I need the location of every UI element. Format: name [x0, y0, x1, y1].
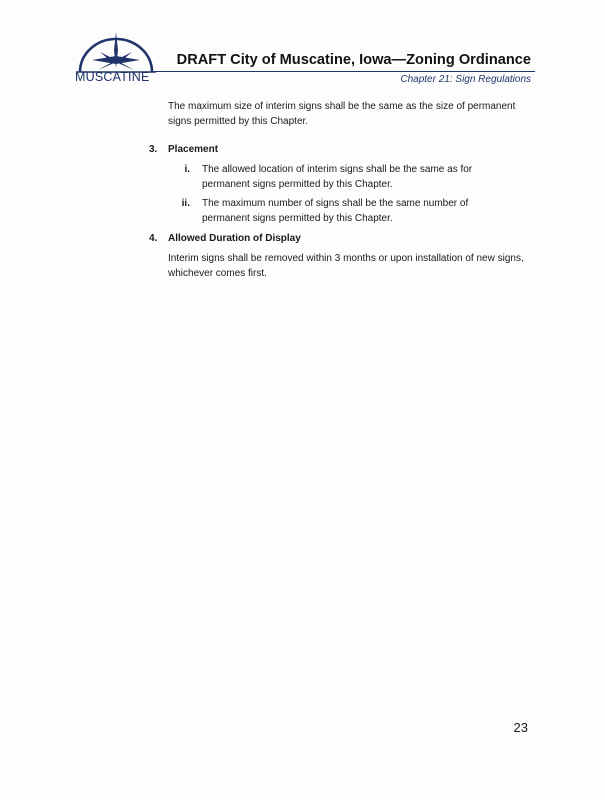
intro-paragraph: The maximum size of interim signs shall be the same as the size of permanent signs permitted by this Chapter. — [168, 101, 516, 127]
header-divider — [152, 71, 535, 72]
section-number: 4. — [149, 233, 158, 244]
list-numeral: ii. — [181, 198, 190, 209]
list-item-text: The maximum number of signs shall be the same number of permanent signs permitted by this Chapter. — [202, 198, 469, 224]
page-number: 23 — [513, 720, 528, 735]
list-item-text: The allowed location of interim signs shall be the same as for permanent signs permitted by this Chapter. — [202, 164, 473, 190]
muscatine-logo-icon — [72, 30, 158, 74]
chapter-subtitle: Chapter 21: Sign Regulations — [400, 74, 531, 85]
list-numeral: i. — [184, 164, 190, 175]
section-number: 3. — [149, 144, 158, 155]
section-4-paragraph: Interim signs shall be removed within 3 months or upon installation of new signs, whichever comes first. — [168, 253, 524, 279]
document-title: DRAFT City of Muscatine, Iowa—Zoning Ordinance — [176, 52, 531, 68]
section-title: Allowed Duration of Display — [168, 233, 301, 244]
logo-text: MUSCATINE — [75, 70, 150, 84]
muscatine-logo — [72, 30, 158, 86]
section-title: Placement — [168, 144, 219, 155]
